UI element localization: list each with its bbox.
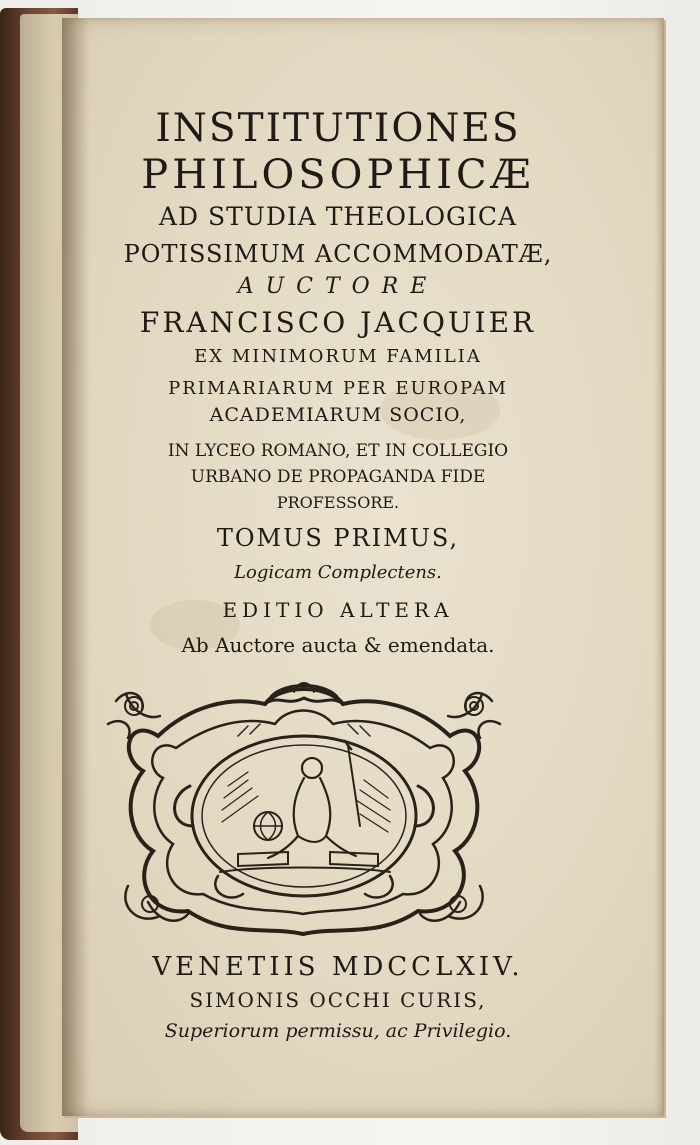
printers-ornament bbox=[98, 676, 510, 944]
professorship-line-2: URBANO DE PROPAGANDA FIDE bbox=[190, 467, 486, 487]
author-name: FRANCISCO JACQUIER bbox=[139, 306, 537, 339]
edition-note-line: Ab Auctore aucta & emendata. bbox=[181, 633, 495, 657]
professorship-line-1: IN LYCEO ROMANO, ET IN COLLEGIO bbox=[167, 441, 509, 461]
professorship-line-3: PROFESSORE. bbox=[276, 493, 400, 512]
imprint-printer: SIMONIS OCCHI CURIS, bbox=[189, 988, 487, 1012]
auctore-line: AUCTORE bbox=[237, 274, 439, 299]
title-line-institutiones: INSTITUTIONES bbox=[155, 106, 521, 151]
subtitle-line-potissimum: POTISSIMUM ACCOMMODATÆ, bbox=[123, 240, 553, 268]
rococo-cartouche-woodcut-icon bbox=[98, 676, 510, 944]
author-order-line: EX MINIMORUM FAMILIA bbox=[194, 346, 482, 367]
edition-line: EDITIO ALTERA bbox=[222, 598, 454, 622]
volume-content-line: Logicam Complectens. bbox=[234, 562, 442, 583]
title-line-philosophicae: PHILOSOPHICÆ bbox=[141, 152, 535, 198]
subtitle-line-studia: AD STUDIA THEOLOGICA bbox=[158, 202, 518, 231]
volume-line: TOMUS PRIMUS, bbox=[216, 524, 460, 552]
author-academies-line-2: ACADEMIARUM SOCIO, bbox=[209, 404, 467, 426]
imprint-privilege: Superiorum permissu, ac Privilegio. bbox=[164, 1020, 512, 1042]
author-academies-line-1: PRIMARIARUM PER EUROPAM bbox=[168, 378, 508, 399]
imprint-place-date: VENETIIS MDCCLXIV. bbox=[152, 952, 524, 982]
